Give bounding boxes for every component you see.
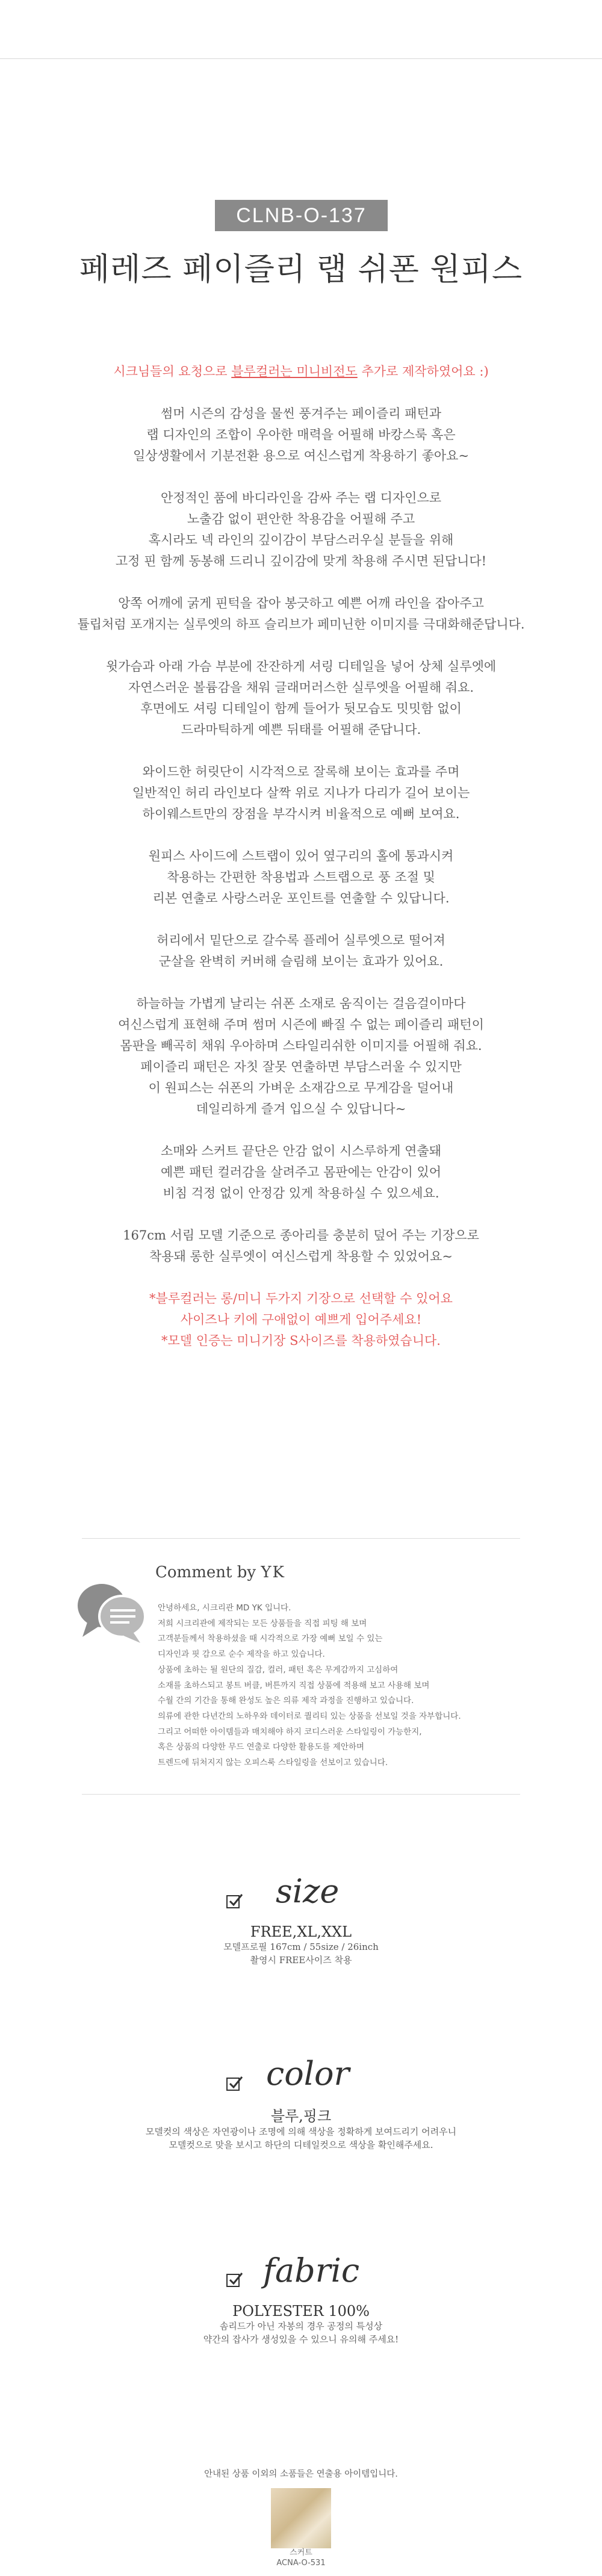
comment-body	[158, 1601, 531, 1771]
description-line: 소매와 스커트 끝단은 안감 없이 시스루하게 연출돼	[160, 1144, 442, 1158]
color-note-line: 모델컷의 색상은 자연광이나 조명에 의해 색상을 정확하게 보여드리기 어려우니	[145, 2126, 457, 2137]
description-line: 노출감 없이 편안한 착용감을 어필해 주고	[187, 512, 415, 526]
product-title: 페레즈 페이즐리 랩 쉬폰 원피스	[79, 252, 523, 288]
description-line: 예쁜 패턴 컬러감을 살려주고 몸판에는 안감이 있어	[160, 1165, 442, 1179]
description-line: 와이드한 허릿단이 시각적으로 잘록해 보이는 효과를 주며	[142, 765, 460, 779]
fabric-note-line: 솜리드가 아닌 자봉의 경우 공정의 특성상	[219, 2321, 383, 2332]
description-paragraph	[0, 656, 602, 740]
size-section	[0, 1923, 602, 1967]
product-code-badge: CLNB-O-137	[215, 200, 388, 231]
description-line: 안정적인 품에 바디라인을 감싸 주는 랩 디자인으로	[160, 491, 442, 505]
description-paragraph	[0, 1225, 602, 1267]
fabric-value: POLYESTER 100%	[232, 2303, 370, 2320]
description-line: 167cm 서림 모델 기준으로 종아리를 충분히 덮어 주는 기장으로	[123, 1228, 479, 1243]
description-paragraph	[0, 993, 602, 1120]
description-line: 페이즐리 패턴은 자칫 잘못 연출하면 부담스러울 수 있지만	[140, 1060, 462, 1074]
size-note-line: 촬영시 FREE사이즈 착용	[250, 1955, 352, 1966]
description-line: 랩 디자인의 조합이 우아한 매력을 어필해 바캉스룩 혹은	[146, 427, 456, 442]
description-paragraph	[0, 488, 602, 572]
footer-note: 안내된 상품 이외의 소품들은 연출용 아이템입니다.	[204, 2469, 398, 2479]
description-line: 썸머 시즌의 감성을 물씬 풍겨주는 페이즐리 패턴과	[160, 406, 442, 421]
description-line: 하이웨스트만의 장점을 부각시켜 비율적으로 예뻐 보여요.	[142, 807, 460, 821]
description-line: 착용하는 간편한 착용법과 스트랩으로 풍 조절 및	[167, 870, 435, 884]
fabric-notes	[0, 2320, 602, 2346]
description-paragraph	[0, 593, 602, 635]
description-line: 이 원피스는 쉬폰의 가벼운 소재감으로 무게감을 덜어내	[148, 1081, 454, 1095]
red-notes	[0, 1288, 602, 1352]
comment-line: 혹은 상품의 다양한 무드 연출로 다양한 활용도를 제안하며	[158, 1742, 365, 1752]
fabric-section	[0, 2303, 602, 2346]
description-line: 비침 걱정 없이 안정감 있게 착용하실 수 있으세요.	[163, 1186, 439, 1200]
red-note-line: *모델 인증는 미니기장 S사이즈를 착용하였습니다.	[161, 1333, 441, 1348]
description-line: 여신스럽게 표현해 주며 썸머 시즌에 빠질 수 없는 페이즐리 패턴이	[118, 1017, 484, 1032]
size-title: size	[276, 1872, 340, 1910]
size-value: FREE,XL,XXL	[250, 1923, 352, 1940]
fabric-title: fabric	[263, 2252, 360, 2289]
comment-line: 디자인과 핏 감으로 순수 제작을 하고 있습니다.	[158, 1650, 325, 1660]
color-section	[0, 2104, 602, 2152]
size-notes	[0, 1940, 602, 1967]
comment-line: 안녕하세요, 시크리관 MD YK 입니다.	[158, 1603, 291, 1613]
comment-label: Comment by	[155, 1563, 256, 1581]
comment-line: 트렌드에 뒤처지지 않는 오피스룩 스타일링을 선보이고 있습니다.	[158, 1758, 388, 1768]
thumbnail-caption-line: ACNA-O-531	[276, 2559, 326, 2568]
description-paragraph	[0, 846, 602, 909]
description-line: 원피스 사이드에 스트랩이 있어 옆구리의 홀에 통과시켜	[148, 849, 454, 863]
description-paragraph	[0, 1141, 602, 1204]
description-line: 윗가슴과 아래 가슴 부분에 잔잔하게 셔링 디테일을 넣어 상체 실루엣에	[105, 659, 497, 674]
red-note-line: 사이즈나 키에 구애없이 예쁘게 입어주세요!	[180, 1312, 422, 1327]
color-notes	[0, 2125, 602, 2152]
intro-before: 시크님들의 요청으로	[113, 364, 232, 379]
top-divider	[0, 58, 602, 59]
thumbnail-caption-line: 스커트	[290, 2548, 312, 2557]
size-note-line: 모델프로필 167cm / 55size / 26inch	[223, 1941, 379, 1952]
comment-line: 상품에 초하는 될 원단의 질감, 컬러, 패턴 혹은 무게감까지 고심하여	[158, 1665, 399, 1675]
red-note-line: *블루컬러는 롱/미니 두가지 기장으로 선택할 수 있어요	[149, 1291, 453, 1306]
description-line: 데일리하게 즐겨 입으실 수 있답니다~	[196, 1102, 406, 1116]
description-paragraph	[0, 762, 602, 825]
fabric-note-line: 약간의 잡사가 생성있을 수 있으니 유의해 주세요!	[203, 2334, 399, 2345]
description-line: 하늘하늘 가볍게 날리는 쉬폰 소재로 움직이는 걸음걸이마다	[136, 996, 466, 1011]
description-line: 일상생활에서 기분전환 용으로 여신스럽게 착용하기 좋아요~	[132, 448, 470, 463]
description-line: 튤립처럼 포개지는 실루엣의 하프 슬리브가 페미닌한 이미지를 극대화해준답니다.	[77, 617, 525, 632]
comment-author: YK	[261, 1563, 285, 1581]
comment-line: 저희 시크리관에 제작되는 모든 상품들을 직접 피팅 해 보며	[158, 1618, 367, 1628]
description-paragraph	[0, 403, 602, 467]
comment-heading	[155, 1563, 285, 1581]
color-note-line: 모델컷으로 맞을 보시고 하단의 디테일컷으로 색상을 확인해주세요.	[169, 2140, 433, 2150]
comment-line: 수월 간의 기간을 통해 완성도 높은 의류 제작 과정을 진행하고 있습니다.	[158, 1696, 414, 1706]
description-line: 드라마틱하게 예쁜 뒤태를 어필해 준답니다.	[181, 722, 421, 737]
comment-top-divider	[82, 1538, 520, 1539]
description-line: 후면에도 셔링 디테일이 함께 들어가 뒷모습도 밋밋함 없이	[140, 701, 462, 716]
description-line: 몸판을 빼곡히 채워 우아하며 스타일리쉬한 이미지를 어필해 줘요.	[120, 1038, 482, 1053]
thumbnail-caption	[0, 2548, 602, 2568]
description-line: 착용돼 롱한 실루엣이 여신스럽게 착용할 수 있었어요~	[149, 1249, 453, 1264]
description-line: 혹시라도 넥 라인의 깊이감이 부담스러우실 분들을 위해	[148, 533, 454, 547]
comment-line: 그리고 어떠한 아이템들과 매치해야 하지 코디스러운 스타일링이 가능한지,	[158, 1727, 422, 1737]
description-line: 자연스러운 볼륨감을 채워 글래머러스한 실루엣을 어필해 줘요.	[128, 680, 474, 695]
description-line: 군살을 완벽히 커버해 슬림해 보이는 효과가 있어요.	[158, 954, 444, 969]
description-line: 리본 연출로 사랑스러운 포인트를 연출할 수 있답니다.	[152, 891, 450, 905]
checkbox-icon	[226, 2271, 244, 2289]
description-line: 앙쪽 어깨에 굵게 핀턱을 잡아 봉긋하고 예쁜 어깨 라인을 잡아주고	[118, 596, 484, 610]
intro-after: 추가로 제작하였어요 :)	[357, 364, 489, 379]
description-line: 허리에서 밑단으로 갈수록 플레어 실루엣으로 떨어져	[157, 933, 445, 948]
checkbox-icon	[226, 1892, 244, 1910]
description-paragraph	[0, 930, 602, 972]
comment-line: 의류에 관한 다년간의 노하우와 데이터로 퀄리티 있는 상품을 선보일 것을 자부합니다.	[158, 1711, 461, 1721]
related-product-thumbnail[interactable]	[271, 2488, 331, 2548]
speech-bubbles-icon	[75, 1579, 147, 1645]
description-line: 일반적인 허리 라인보다 살짝 위로 지나가 다리가 길어 보이는	[132, 786, 470, 800]
intro-line	[0, 361, 602, 382]
color-value: 블루,핑크	[270, 2108, 332, 2124]
description-line: 고정 핀 함께 동봉해 드리니 깊이감에 맞게 착용해 주시면 된답니다!	[115, 554, 487, 568]
comment-line: 고객분들께서 착용하셨을 때 시각적으로 가장 예뻐 보일 수 있는	[158, 1634, 383, 1644]
comment-line: 소재를 초하스되고 봉트 버클, 버튼까지 직접 상품에 적용해 보고 사용해 보며	[158, 1680, 430, 1690]
comment-bottom-divider	[82, 1794, 520, 1795]
checkbox-icon	[226, 2075, 244, 2093]
intro-underlined: 블루컬러는 미니비전도	[231, 364, 358, 379]
product-description	[0, 361, 602, 1373]
description-paragraphs	[0, 403, 602, 1267]
color-title: color	[266, 2055, 350, 2093]
